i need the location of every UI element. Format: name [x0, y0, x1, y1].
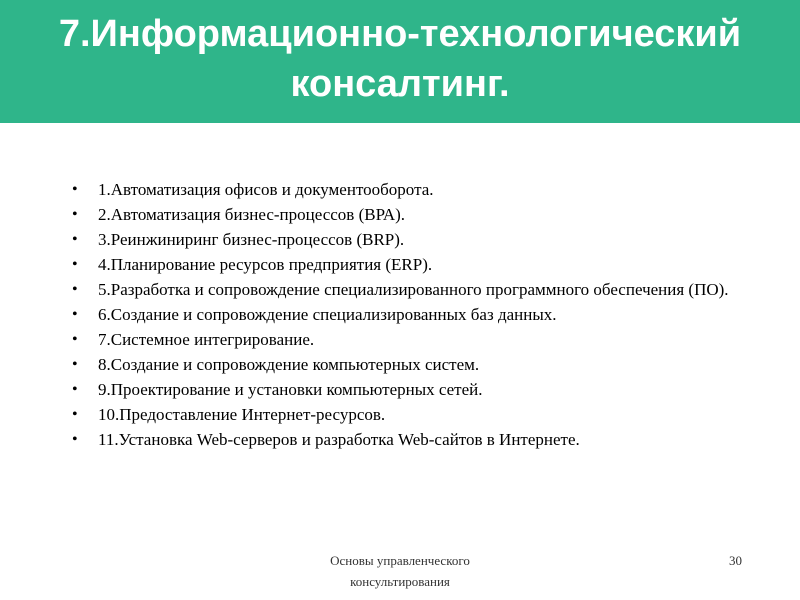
- list-item: [72, 230, 742, 255]
- list-item-text: 2.Автоматизация бизнес-процессов (ВРА).: [98, 205, 406, 224]
- list-item-text: 11.Установка Web-серверов и разработка Web-сайтов в Интернете.: [98, 430, 580, 449]
- page-number: 30: [729, 553, 742, 568]
- bullet-list: [72, 180, 742, 455]
- bullet-icon: •: [72, 331, 78, 348]
- list-item-text: 3.Реинжиниринг бизнес-процессов (BRP).: [98, 230, 405, 249]
- list-item: [72, 405, 742, 430]
- bullet-icon: •: [72, 356, 78, 373]
- bullet-icon: •: [72, 206, 78, 223]
- list-item-text: 9.Проектирование и установки компьютерных сетей.: [98, 380, 483, 399]
- slide-title-line-1: 7.Информационно-технологический: [58, 13, 742, 55]
- list-item-text: 6.Создание и сопровождение специализированных баз данных.: [98, 305, 557, 324]
- bullet-icon: •: [72, 231, 78, 248]
- bullet-icon: •: [72, 306, 78, 323]
- footer-caption: [300, 550, 500, 592]
- bullet-icon: •: [72, 406, 78, 423]
- list-item: [72, 280, 742, 305]
- bullet-icon: •: [72, 256, 78, 273]
- list-item-text: 7.Системное интегрирование.: [98, 330, 315, 349]
- list-item-text: 1.Автоматизация офисов и документооборота.: [98, 180, 434, 199]
- list-item: [72, 180, 742, 205]
- slide-title-line-2: консалтинг.: [290, 63, 510, 105]
- list-item: [72, 355, 742, 380]
- bullet-icon: •: [72, 431, 78, 448]
- list-item-text: 4.Планирование ресурсов предприятия (ERP).: [98, 255, 433, 274]
- footer-line-1: Основы управленческого: [330, 553, 470, 568]
- list-item: [72, 380, 742, 405]
- list-item: [72, 255, 742, 280]
- list-item-text: 8.Создание и сопровождение компьютерных систем.: [98, 355, 480, 374]
- bullet-icon: •: [72, 381, 78, 398]
- footer-line-2: консультирования: [350, 574, 450, 589]
- list-item-text: 5.Разработка и сопровождение специализированного программного обеспечения (ПО).: [98, 280, 729, 299]
- list-item: [72, 330, 742, 355]
- list-item-text: 10.Предоставление Интернет-ресурсов.: [98, 405, 386, 424]
- slide-title: [0, 9, 800, 109]
- list-item: [72, 430, 742, 455]
- bullet-icon: •: [72, 181, 78, 198]
- list-item: [72, 305, 742, 330]
- list-item: [72, 205, 742, 230]
- bullet-icon: •: [72, 281, 78, 298]
